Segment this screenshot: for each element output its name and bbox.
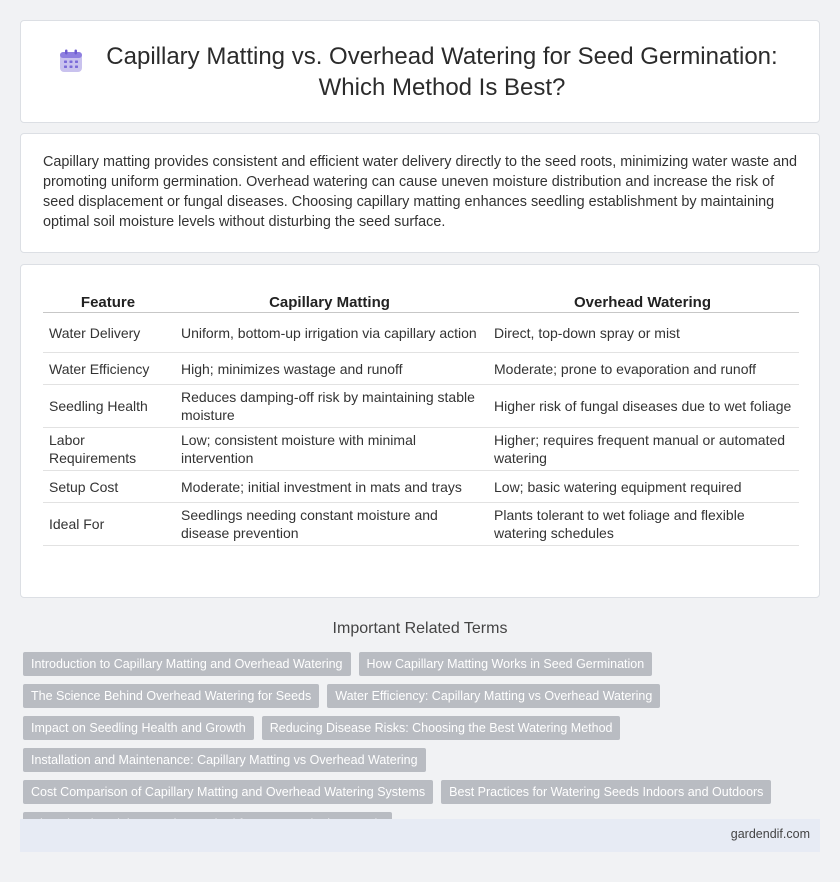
related-term-link[interactable]: Reducing Disease Risks: Choosing the Best Watering Method xyxy=(262,716,621,740)
table-row xyxy=(43,313,799,353)
table-cell: Uniform, bottom-up irrigation via capillary action xyxy=(173,313,486,353)
table-row xyxy=(43,385,799,428)
table-cell: Higher risk of fungal diseases due to wet foliage xyxy=(486,385,799,428)
related-term-link[interactable]: Impact on Seedling Health and Growth xyxy=(23,716,254,740)
related-term-link[interactable]: Cost Comparison of Capillary Matting and Overhead Watering Systems xyxy=(23,780,433,804)
table-cell: Plants tolerant to wet foliage and flexible watering schedules xyxy=(486,503,799,546)
table-cell: Labor Requirements xyxy=(43,428,173,471)
related-term-link[interactable]: Installation and Maintenance: Capillary Matting vs Overhead Watering xyxy=(23,748,426,772)
footer xyxy=(20,819,820,852)
table-cell: Water Efficiency xyxy=(43,353,173,385)
table-header-row xyxy=(43,285,799,313)
page-title: Capillary Matting vs. Overhead Watering for Seed Germination: Which Method Is Best? xyxy=(106,42,778,101)
column-header-capillary-matting: Capillary Matting xyxy=(173,285,486,313)
intro-paragraph: Capillary matting provides consistent and efficient water delivery directly to the seed roots, minimizing water waste and promoting uniform germination. Overhead watering can cause uneven moisture distribution and increase the risk of seed displacement or fungal diseases. Choosing capillary matting enhances seedling establishment by maintaining optimal soil moisture levels without disturbing the seed surface. xyxy=(43,154,797,230)
column-header-feature: Feature xyxy=(43,285,173,313)
related-term-link[interactable]: How Capillary Matting Works in Seed Germination xyxy=(359,652,653,676)
comparison-table-card xyxy=(20,264,820,598)
related-term-link[interactable]: Introduction to Capillary Matting and Overhead Watering xyxy=(23,652,351,676)
table-cell: Ideal For xyxy=(43,503,173,546)
related-term-link[interactable]: The Science Behind Overhead Watering for Seeds xyxy=(23,684,319,708)
calendar-icon xyxy=(58,48,84,74)
table-cell: Seedlings needing constant moisture and disease prevention xyxy=(173,503,486,546)
table-cell: Higher; requires frequent manual or automated watering xyxy=(486,428,799,471)
table-cell: Direct, top-down spray or mist xyxy=(486,313,799,353)
related-term-link[interactable]: Water Efficiency: Capillary Matting vs Overhead Watering xyxy=(327,684,660,708)
table-cell: Low; consistent moisture with minimal intervention xyxy=(173,428,486,471)
table-cell: Moderate; prone to evaporation and runoff xyxy=(486,353,799,385)
table-cell: Seedling Health xyxy=(43,385,173,428)
related-terms-list xyxy=(23,652,823,836)
table-cell: Reduces damping-off risk by maintaining stable moisture xyxy=(173,385,486,428)
table-cell: Moderate; initial investment in mats and trays xyxy=(173,471,486,503)
table-row xyxy=(43,503,799,546)
table-row xyxy=(43,471,799,503)
table-cell: Low; basic watering equipment required xyxy=(486,471,799,503)
table-row xyxy=(43,428,799,471)
comparison-table xyxy=(43,285,799,546)
header-card xyxy=(20,20,820,123)
table-cell: Setup Cost xyxy=(43,471,173,503)
table-cell: Water Delivery xyxy=(43,313,173,353)
intro-card xyxy=(20,133,820,253)
footer-site-link[interactable]: gardendif.com xyxy=(730,827,810,841)
related-term-link[interactable]: Best Practices for Watering Seeds Indoors and Outdoors xyxy=(441,780,771,804)
table-cell: High; minimizes wastage and runoff xyxy=(173,353,486,385)
column-header-overhead-watering: Overhead Watering xyxy=(486,285,799,313)
related-terms-heading: Important Related Terms xyxy=(332,620,508,637)
table-row xyxy=(43,353,799,385)
